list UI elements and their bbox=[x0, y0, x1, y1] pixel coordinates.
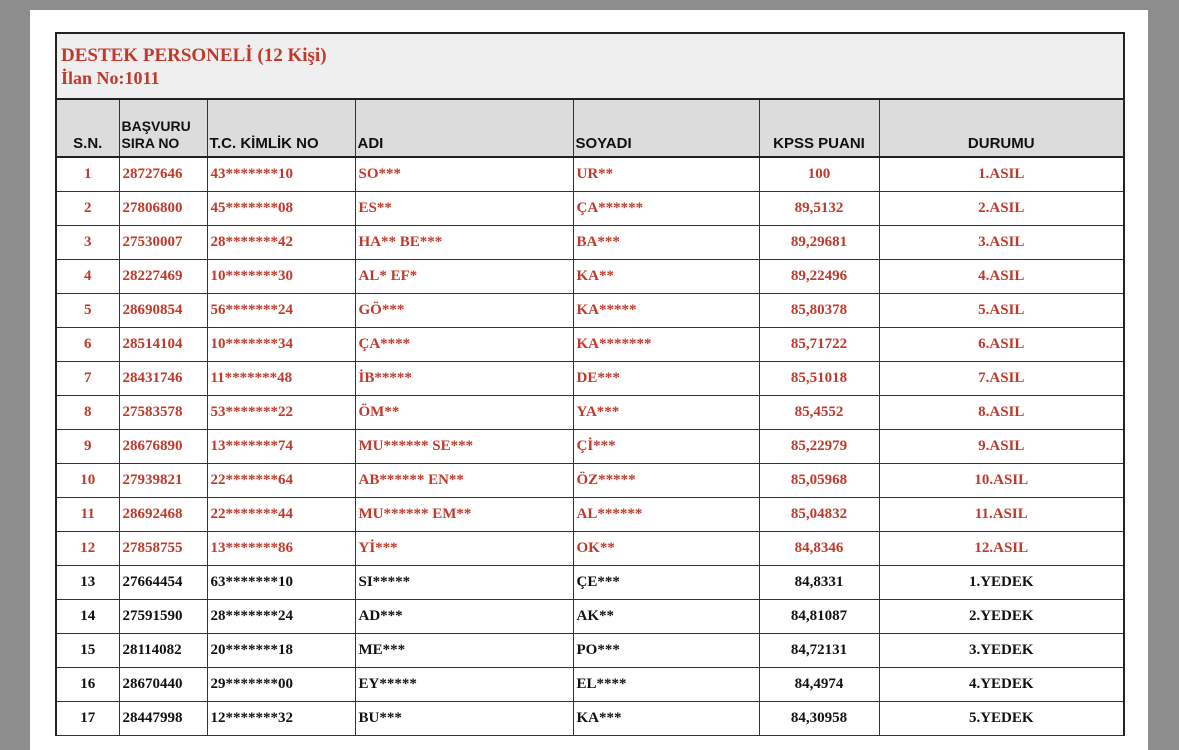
cell-kpss: 89,22496 bbox=[759, 260, 879, 294]
cell-adi: AB****** EN** bbox=[355, 464, 573, 498]
cell-tc: 45*******08 bbox=[207, 192, 355, 226]
table-row bbox=[57, 226, 1123, 260]
table-row bbox=[57, 396, 1123, 430]
cell-soyadi: KA** bbox=[573, 260, 759, 294]
cell-kpss: 89,5132 bbox=[759, 192, 879, 226]
header-durum: DURUMU bbox=[879, 100, 1123, 157]
cell-basvuru: 28676890 bbox=[119, 430, 207, 464]
cell-basvuru: 27530007 bbox=[119, 226, 207, 260]
header-adi: ADI bbox=[355, 100, 573, 157]
cell-durum: 7.ASIL bbox=[879, 362, 1123, 396]
results-table bbox=[57, 100, 1123, 736]
cell-durum: 4.YEDEK bbox=[879, 668, 1123, 702]
cell-adi: ES** bbox=[355, 192, 573, 226]
table-row bbox=[57, 668, 1123, 702]
cell-sn: 6 bbox=[57, 328, 119, 362]
header-sn: S.N. bbox=[57, 100, 119, 157]
cell-sn: 2 bbox=[57, 192, 119, 226]
cell-adi: SI***** bbox=[355, 566, 573, 600]
cell-kpss: 84,72131 bbox=[759, 634, 879, 668]
cell-soyadi: OK** bbox=[573, 532, 759, 566]
ilan-number: İlan No:1011 bbox=[61, 68, 160, 88]
cell-basvuru: 28514104 bbox=[119, 328, 207, 362]
cell-kpss: 100 bbox=[759, 157, 879, 192]
cell-sn: 11 bbox=[57, 498, 119, 532]
cell-sn: 16 bbox=[57, 668, 119, 702]
cell-durum: 12.ASIL bbox=[879, 532, 1123, 566]
header-soyadi: SOYADI bbox=[573, 100, 759, 157]
cell-kpss: 84,8346 bbox=[759, 532, 879, 566]
cell-sn: 10 bbox=[57, 464, 119, 498]
cell-adi: Yİ*** bbox=[355, 532, 573, 566]
cell-soyadi: Çİ*** bbox=[573, 430, 759, 464]
cell-sn: 17 bbox=[57, 702, 119, 736]
cell-basvuru: 28431746 bbox=[119, 362, 207, 396]
cell-tc: 28*******24 bbox=[207, 600, 355, 634]
table-row bbox=[57, 294, 1123, 328]
cell-adi: ÇA**** bbox=[355, 328, 573, 362]
cell-soyadi: YA*** bbox=[573, 396, 759, 430]
cell-kpss: 85,04832 bbox=[759, 498, 879, 532]
cell-adi: HA** BE*** bbox=[355, 226, 573, 260]
table-row bbox=[57, 498, 1123, 532]
cell-durum: 6.ASIL bbox=[879, 328, 1123, 362]
cell-kpss: 84,30958 bbox=[759, 702, 879, 736]
cell-tc: 13*******86 bbox=[207, 532, 355, 566]
cell-tc: 63*******10 bbox=[207, 566, 355, 600]
cell-tc: 53*******22 bbox=[207, 396, 355, 430]
table-row bbox=[57, 464, 1123, 498]
cell-adi: EY***** bbox=[355, 668, 573, 702]
cell-kpss: 85,4552 bbox=[759, 396, 879, 430]
cell-sn: 13 bbox=[57, 566, 119, 600]
cell-kpss: 85,05968 bbox=[759, 464, 879, 498]
cell-durum: 1.YEDEK bbox=[879, 566, 1123, 600]
cell-soyadi: ÖZ***** bbox=[573, 464, 759, 498]
cell-tc: 56*******24 bbox=[207, 294, 355, 328]
table-body bbox=[57, 157, 1123, 736]
table-row bbox=[57, 260, 1123, 294]
cell-kpss: 89,29681 bbox=[759, 226, 879, 260]
cell-tc: 29*******00 bbox=[207, 668, 355, 702]
cell-sn: 7 bbox=[57, 362, 119, 396]
cell-adi: AD*** bbox=[355, 600, 573, 634]
cell-soyadi: AK** bbox=[573, 600, 759, 634]
cell-tc: 22*******44 bbox=[207, 498, 355, 532]
cell-adi: SO*** bbox=[355, 157, 573, 192]
cell-basvuru: 27806800 bbox=[119, 192, 207, 226]
table-row bbox=[57, 532, 1123, 566]
cell-durum: 5.ASIL bbox=[879, 294, 1123, 328]
cell-basvuru: 28727646 bbox=[119, 157, 207, 192]
cell-basvuru: 27664454 bbox=[119, 566, 207, 600]
cell-basvuru: 28692468 bbox=[119, 498, 207, 532]
header-basvuru bbox=[119, 100, 207, 157]
cell-basvuru: 28670440 bbox=[119, 668, 207, 702]
cell-adi: GÖ*** bbox=[355, 294, 573, 328]
cell-sn: 1 bbox=[57, 157, 119, 192]
cell-tc: 22*******64 bbox=[207, 464, 355, 498]
cell-adi: İB***** bbox=[355, 362, 573, 396]
cell-adi: AL* EF* bbox=[355, 260, 573, 294]
cell-kpss: 84,4974 bbox=[759, 668, 879, 702]
cell-sn: 3 bbox=[57, 226, 119, 260]
cell-kpss: 85,71722 bbox=[759, 328, 879, 362]
cell-sn: 9 bbox=[57, 430, 119, 464]
document-page bbox=[30, 10, 1148, 750]
cell-durum: 9.ASIL bbox=[879, 430, 1123, 464]
cell-kpss: 84,8331 bbox=[759, 566, 879, 600]
cell-durum: 2.ASIL bbox=[879, 192, 1123, 226]
table-row bbox=[57, 702, 1123, 736]
cell-soyadi: PO*** bbox=[573, 634, 759, 668]
cell-adi: MU****** SE*** bbox=[355, 430, 573, 464]
cell-adi: ME*** bbox=[355, 634, 573, 668]
cell-soyadi: DE*** bbox=[573, 362, 759, 396]
cell-soyadi: UR** bbox=[573, 157, 759, 192]
cell-basvuru: 28114082 bbox=[119, 634, 207, 668]
cell-durum: 5.YEDEK bbox=[879, 702, 1123, 736]
cell-kpss: 84,81087 bbox=[759, 600, 879, 634]
cell-tc: 43*******10 bbox=[207, 157, 355, 192]
cell-soyadi: KA*** bbox=[573, 702, 759, 736]
cell-sn: 12 bbox=[57, 532, 119, 566]
cell-sn: 15 bbox=[57, 634, 119, 668]
results-document bbox=[55, 32, 1125, 736]
cell-durum: 4.ASIL bbox=[879, 260, 1123, 294]
header-basvuru-label: BAŞVURU SIRA NO bbox=[121, 118, 191, 151]
cell-adi: BU*** bbox=[355, 702, 573, 736]
cell-sn: 8 bbox=[57, 396, 119, 430]
cell-basvuru: 28227469 bbox=[119, 260, 207, 294]
header-tc: T.C. KİMLİK NO bbox=[207, 100, 355, 157]
table-row bbox=[57, 328, 1123, 362]
cell-kpss: 85,80378 bbox=[759, 294, 879, 328]
cell-kpss: 85,22979 bbox=[759, 430, 879, 464]
table-row bbox=[57, 362, 1123, 396]
table-row bbox=[57, 430, 1123, 464]
cell-tc: 11*******48 bbox=[207, 362, 355, 396]
table-row bbox=[57, 634, 1123, 668]
cell-basvuru: 28447998 bbox=[119, 702, 207, 736]
cell-tc: 28*******42 bbox=[207, 226, 355, 260]
cell-adi: MU****** EM** bbox=[355, 498, 573, 532]
table-row bbox=[57, 566, 1123, 600]
cell-tc: 20*******18 bbox=[207, 634, 355, 668]
cell-soyadi: AL****** bbox=[573, 498, 759, 532]
cell-soyadi: EL**** bbox=[573, 668, 759, 702]
cell-tc: 10*******34 bbox=[207, 328, 355, 362]
cell-soyadi: BA*** bbox=[573, 226, 759, 260]
cell-tc: 12*******32 bbox=[207, 702, 355, 736]
cell-durum: 10.ASIL bbox=[879, 464, 1123, 498]
cell-basvuru: 27591590 bbox=[119, 600, 207, 634]
table-row bbox=[57, 192, 1123, 226]
cell-durum: 11.ASIL bbox=[879, 498, 1123, 532]
cell-sn: 5 bbox=[57, 294, 119, 328]
document-title: DESTEK PERSONELİ (12 Kişi) bbox=[61, 45, 327, 66]
title-box bbox=[57, 34, 1123, 100]
cell-tc: 10*******30 bbox=[207, 260, 355, 294]
cell-durum: 3.ASIL bbox=[879, 226, 1123, 260]
cell-durum: 1.ASIL bbox=[879, 157, 1123, 192]
cell-kpss: 85,51018 bbox=[759, 362, 879, 396]
table-row bbox=[57, 157, 1123, 192]
cell-durum: 8.ASIL bbox=[879, 396, 1123, 430]
cell-soyadi: ÇE*** bbox=[573, 566, 759, 600]
cell-soyadi: KA***** bbox=[573, 294, 759, 328]
cell-tc: 13*******74 bbox=[207, 430, 355, 464]
header-kpss: KPSS PUANI bbox=[759, 100, 879, 157]
cell-soyadi: KA******* bbox=[573, 328, 759, 362]
cell-soyadi: ÇA****** bbox=[573, 192, 759, 226]
table-header-row bbox=[57, 100, 1123, 157]
cell-durum: 2.YEDEK bbox=[879, 600, 1123, 634]
cell-basvuru: 27858755 bbox=[119, 532, 207, 566]
table-row bbox=[57, 600, 1123, 634]
cell-durum: 3.YEDEK bbox=[879, 634, 1123, 668]
cell-sn: 14 bbox=[57, 600, 119, 634]
cell-basvuru: 28690854 bbox=[119, 294, 207, 328]
cell-basvuru: 27583578 bbox=[119, 396, 207, 430]
cell-adi: ÖM** bbox=[355, 396, 573, 430]
cell-basvuru: 27939821 bbox=[119, 464, 207, 498]
cell-sn: 4 bbox=[57, 260, 119, 294]
